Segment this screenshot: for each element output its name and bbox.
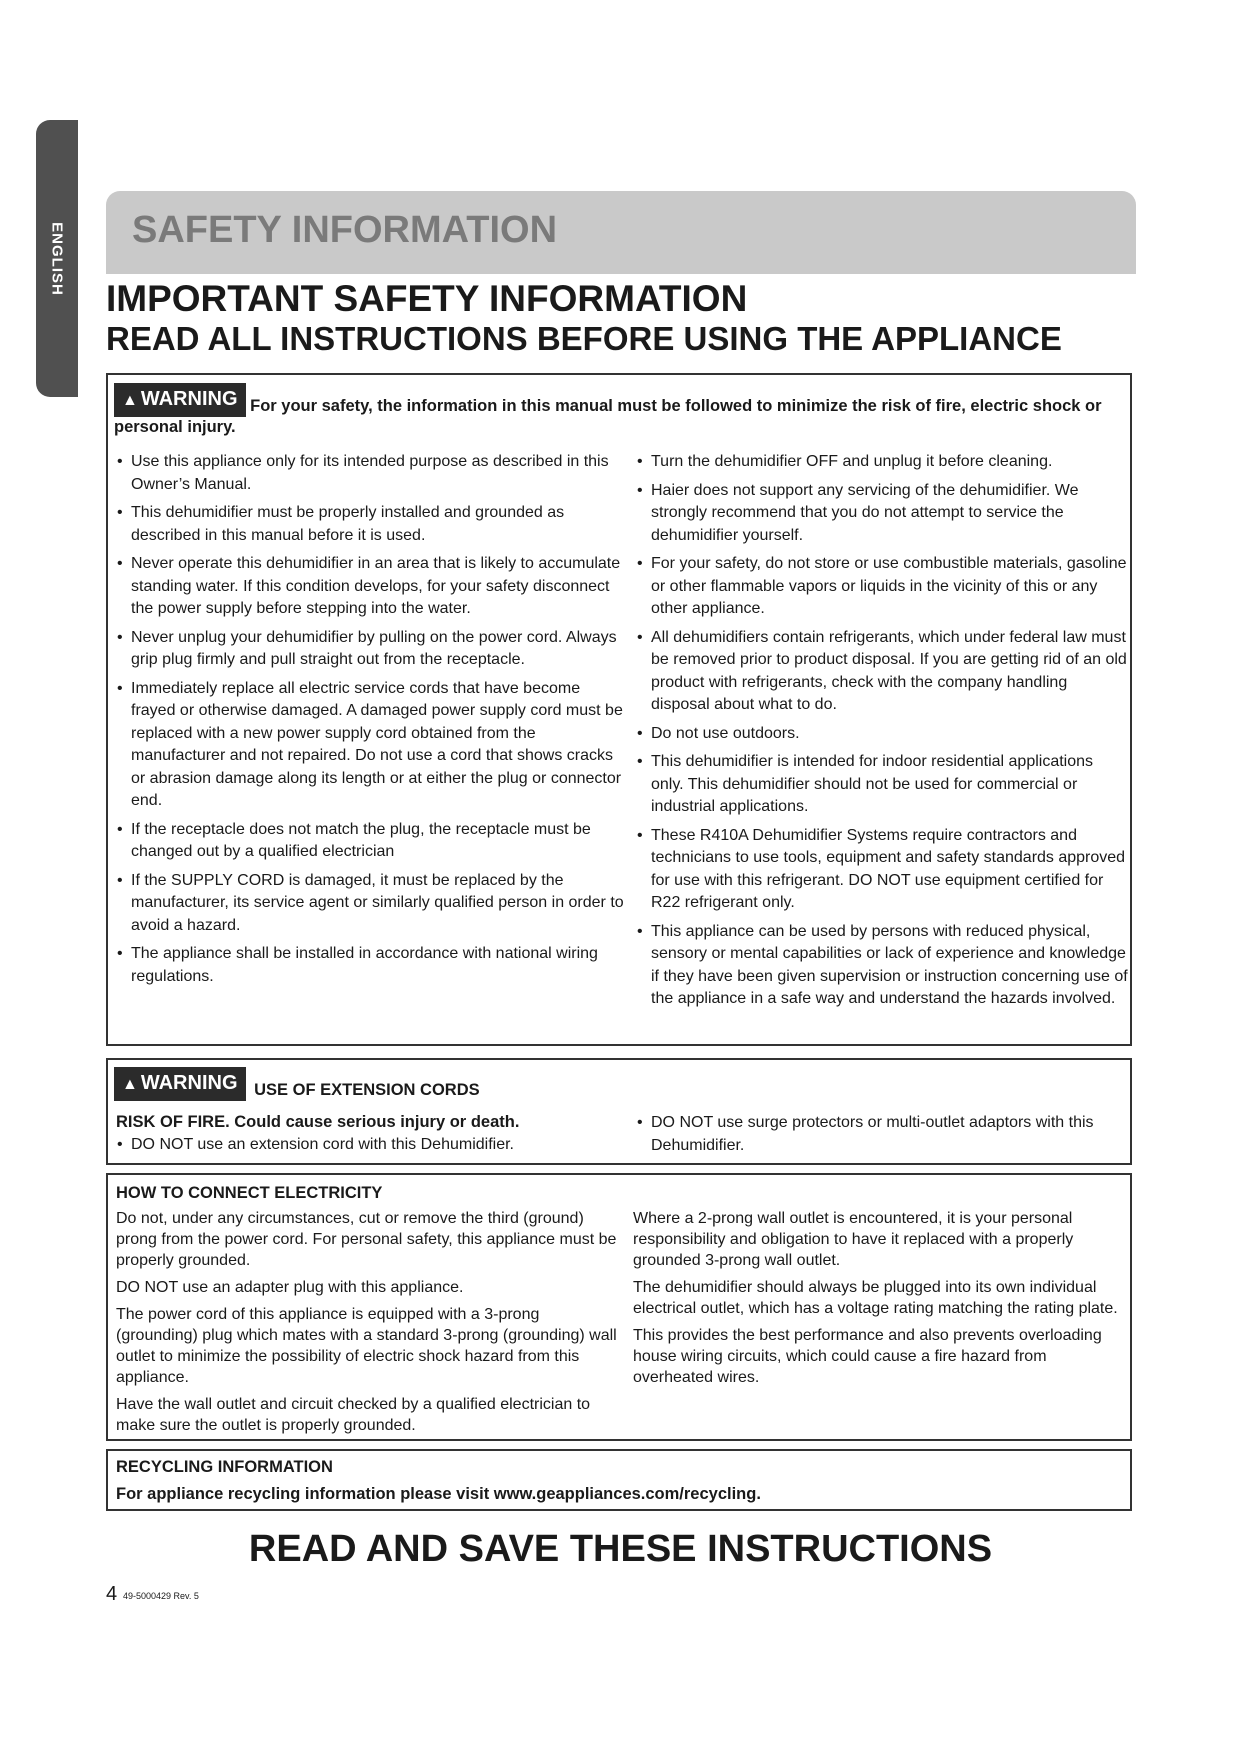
electricity-title: HOW TO CONNECT ELECTRICITY (116, 1184, 383, 1202)
list-item: • Never operate this dehumidifier in an area that is likely to accumulate standing water. If this condition develops, for your safety disconnect the power supply before stepping into the water. (114, 553, 626, 621)
safety-right-column (634, 451, 1130, 1017)
paragraph: The power cord of this appliance is equipped with a 3-prong (grounding) plug which mates with a standard 3-prong (grounding) wall outlet to minimize the possibility of electric shock hazard from this appliance. (116, 1306, 617, 1386)
recycling-box (106, 1449, 1132, 1511)
electricity-left-column (116, 1208, 621, 1442)
paragraph: DO NOT use an adapter plug with this appliance. (116, 1279, 464, 1296)
list-item: • Haier does not support any servicing of the dehumidifier. We strongly recommend that you do not attempt to service the dehumidifier yourself. (634, 480, 1130, 548)
list-item: • For your safety, do not store or use combustible materials, gasoline or other flammable vapors or liquids in the vicinity of this or any other appliance. (634, 553, 1130, 621)
safety-left-column (114, 451, 626, 994)
warning-triangle-icon: ▲ (122, 392, 138, 409)
warning-triangle-icon: ▲ (122, 1076, 138, 1093)
list-item: • These R410A Dehumidifier Systems require contractors and technicians to use tools, equipment and safety standards approved for use with this refrigerant. DO NOT use equipment certified for R22 refrigerant only. (634, 825, 1130, 915)
page-title: IMPORTANT SAFETY INFORMATION (106, 278, 748, 319)
paragraph: This provides the best performance and also prevents overloading house wiring circuits, which could cause a fire hazard from overheated wires. (633, 1327, 1102, 1386)
list-item: • This dehumidifier must be properly installed and grounded as described in this manual before it is used. (114, 502, 626, 547)
safety-warning-box (106, 373, 1132, 1046)
list-item: • Never unplug your dehumidifier by pulling on the power cord. Always grip plug firmly and pull straight out from the receptacle. (114, 627, 626, 672)
recycling-title: RECYCLING INFORMATION (116, 1458, 333, 1476)
extension-left-column (114, 1134, 626, 1163)
extension-right-column (634, 1112, 1130, 1163)
language-tab (36, 120, 78, 397)
extension-cords-risk: RISK OF FIRE. Could cause serious injury or death. (116, 1113, 520, 1131)
paragraph: The dehumidifier should always be plugged into its own individual electrical outlet, which has a voltage rating matching the rating plate. (633, 1279, 1118, 1317)
electricity-right-column (633, 1208, 1130, 1394)
page-subtitle: READ ALL INSTRUCTIONS BEFORE USING THE APPLIANCE (106, 320, 1062, 357)
list-item: • The appliance shall be installed in accordance with national wiring regulations. (114, 943, 626, 988)
page-number: 4 (106, 1583, 118, 1605)
warning-badge: ▲ WARNING (114, 383, 246, 417)
language-tab-label: ENGLISH (48, 221, 66, 296)
section-banner-title: SAFETY INFORMATION (132, 209, 558, 251)
list-item: • Turn the dehumidifier OFF and unplug it before cleaning. (634, 451, 1130, 474)
list-item: • DO NOT use surge protectors or multi-outlet adaptors with this Dehumidifier. (634, 1112, 1130, 1157)
list-item: • DO NOT use an extension cord with this Dehumidifier. (114, 1134, 626, 1157)
document-number: 49-5000429 Rev. 5 (123, 1591, 199, 1601)
list-item: • All dehumidifiers contain refrigerants, which under federal law must be removed prior to product disposal. If you are getting rid of an old product with refrigerants, check with the company handling disposal about what to do. (634, 627, 1130, 717)
list-item: • This dehumidifier is intended for indoor residential applications only. This dehumidifier should not be used for commercial or industrial applications. (634, 751, 1130, 819)
section-banner (106, 191, 1136, 274)
footer-title: READ AND SAVE THESE INSTRUCTIONS (248, 1528, 993, 1570)
list-item: • This appliance can be used by persons with reduced physical, sensory or mental capabilities or lack of experience and knowledge if they have been given supervision or instruction concerning use of the appliance in a safe way and understand the hazards involved. (634, 921, 1130, 1011)
extension-cords-title: USE OF EXTENSION CORDS (254, 1081, 480, 1099)
recycling-text: For appliance recycling information please visit www.geappliances.com/recycling. (116, 1485, 761, 1503)
warning-badge: ▲ WARNING (114, 1067, 246, 1101)
paragraph: Have the wall outlet and circuit checked by a qualified electrician to make sure the outlet is properly grounded. (116, 1396, 591, 1434)
list-item: • Do not use outdoors. (634, 723, 1130, 746)
list-item: • If the SUPPLY CORD is damaged, it must be replaced by the manufacturer, its service agent or similarly qualified person in order to avoid a hazard. (114, 870, 626, 938)
list-item: • If the receptacle does not match the plug, the receptacle must be changed out by a qualified electrician (114, 819, 626, 864)
list-item: • Use this appliance only for its intended purpose as described in this Owner’s Manual. (114, 451, 626, 496)
safety-warning-intro-text: For your safety, the information in this manual must be followed to minimize the risk of fire, electric shock or personal injury. (114, 397, 1102, 436)
list-item: • Immediately replace all electric service cords that have become frayed or otherwise damaged. A damaged power supply cord must be replaced with a new power supply cord obtained from the manufacturer and not repaired. Do not use a cord that shows cracks or abrasion damage along its length or at either the plug or connector end. (114, 678, 626, 813)
paragraph: Where a 2-prong wall outlet is encountered, it is your personal responsibility and obligation to have it replaced with a properly grounded 3-prong wall outlet. (633, 1210, 1074, 1269)
paragraph: Do not, under any circumstances, cut or remove the third (ground) prong from the power cord. For personal safety, this appliance must be properly grounded. (116, 1210, 617, 1269)
electricity-box (106, 1173, 1132, 1441)
extension-cords-box (106, 1058, 1132, 1165)
safety-warning-intro (114, 383, 1110, 438)
extension-cords-header (114, 1067, 1110, 1101)
